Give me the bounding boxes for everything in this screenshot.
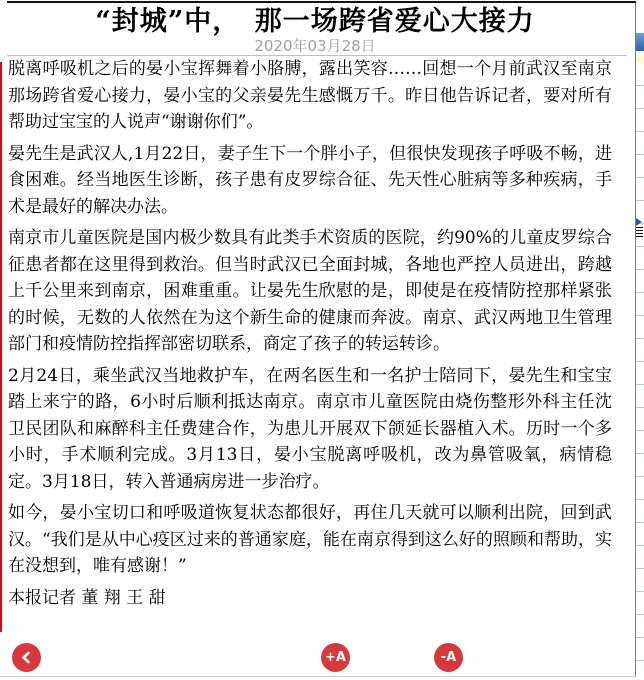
font-increase-button[interactable]: +A [321,643,350,672]
window-bottom-border [0,676,636,677]
article-paragraph: 脱离呼吸机之后的晏小宝挥舞着小胳膊，露出笑容……回想一个月前武汉至南京那场跨省爱心接力，晏小宝的父亲晏先生感慨万千。昨日他告诉记者，要对所有帮助过宝宝的人说声“谢谢你们”。 [8,59,612,132]
article-paragraph: 晏先生是武汉人,1月22日，妻子生下一个胖小子，但很快发现孩子呼吸不畅，进食困难。经当地医生诊断，孩子患有皮罗综合征、先天性心脏病等多种疾病，手术是最好的解决办法。 [8,143,612,217]
background-cursor-icon [636,218,642,226]
background-titlebar-fragment [636,33,644,51]
left-accent-line [0,62,2,632]
article-date: 2020年03月28日 [254,37,376,55]
background-list-rows-fragment [636,63,644,676]
back-button[interactable] [12,643,41,672]
background-text-icon [636,227,643,237]
window-top-border [7,1,644,3]
back-icon [20,651,33,664]
background-toolbar-fragment [636,56,644,63]
article-paragraph: 如今，晏小宝切口和呼吸道恢复状态都很好，再住几天就可以顺利出院，回到武汉。“我们是从中心疫区过来的普通家庭，能在南京得到这么好的照顾和帮助，实在没想到，唯有感谢！” [8,503,612,576]
article-body [8,56,612,616]
font-decrease-button[interactable]: -A [434,643,463,672]
article-paragraph: 2月24日，乘坐武汉当地救护车，在两名医生和一名护士陪同下，晏先生和宝宝踏上来宁的路，6小时后顺利抵达南京。南京市儿童医院由烧伤整形外科主任沈卫民团队和麻醉科主任费建合作，为患儿开展双下颌延长器植入术。历时一个多小时，手术顺利完成。3月13日，晏小宝脱离呼吸机，改为鼻管吸氧，病情稳定。3月18日，转入普通病房进一步治疗。 [8,365,612,492]
reporter-byline: 本报记者 董 翔 王 甜 [8,587,166,608]
article-title: “封城”中， 那一场跨省爱心大接力 [95,6,535,37]
article-paragraph: 南京市儿童医院是国内极少数具有此类手术资质的医院，约90%的儿童皮罗综合征患者都在这里得到救治。但当时武汉已全面封城，各地也严控人员进出，跨越上千公里来到南京，困难重重。让晏先生欣慰的是，即使是在疫情防控那样紧张的时候，无数的人依然在为这个新生命的健康而奔波。南京、武汉两地卫生管理部门和疫情防控指挥部密切联系，商定了孩子的转运转诊。 [8,228,612,354]
background-window-sliver [636,0,644,680]
